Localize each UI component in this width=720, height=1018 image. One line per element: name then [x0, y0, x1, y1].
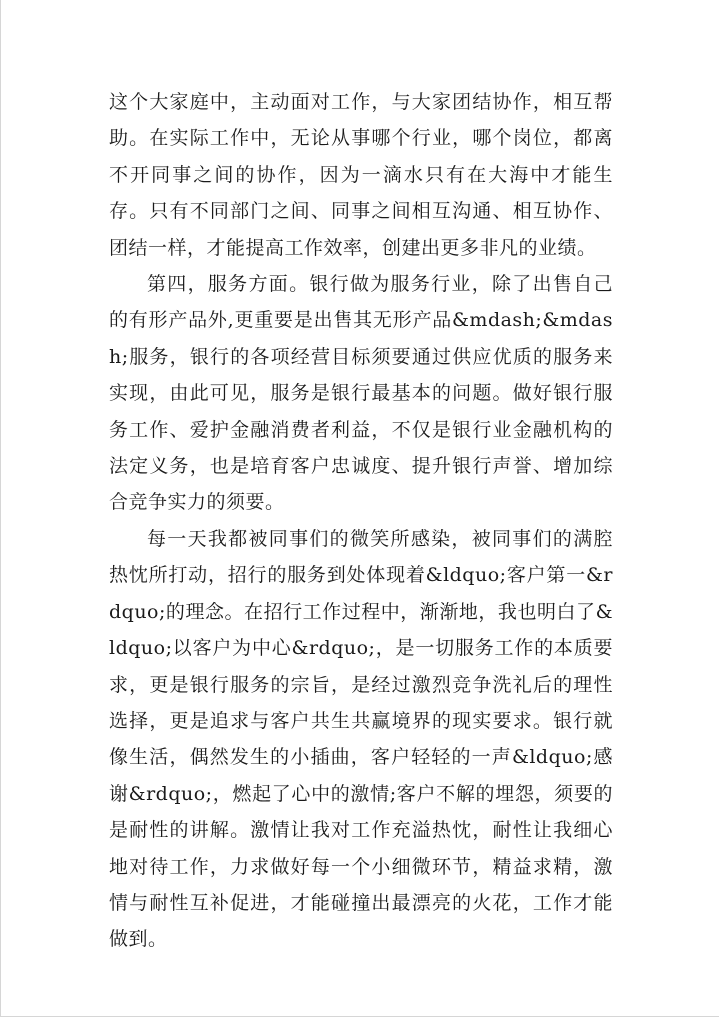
paragraph-customer-first: 每一天我都被同事们的微笑所感染，被同事们的满腔热忱所打动，招行的服务到处体现着&ldquo;客户第一&rdquo;的理念。在招行工作过程中，渐渐地，我也明白了&ldquo;以客户为中心&rdquo;，是一切服务工作的本质要求，更是银行服务的宗旨，是经过激烈竞争洗礼后的理性选择，更是追求与客户共生共赢境界的现实要求。银行就像生活，偶然发生的小插曲，客户轻轻的一声&ldquo;感谢&rdquo;，燃起了心中的激情;客户不解的埋怨，须要的是耐性的讲解。激情让我对工作充溢热忱，耐性让我细心地对待工作，力求做好每一个小细微环节，精益求精，激情与耐性互补促进，才能碰撞出最漂亮的火花，工作才能做到。 — [109, 527, 613, 951]
document-body — [109, 84, 613, 958]
paragraph-teamwork: 这个大家庭中，主动面对工作，与大家团结协作，相互帮助。在实际工作中，无论从事哪个行业，哪个岗位，都离不开同事之间的协作，因为一滴水只有在大海中才能生存。只有不同部门之间、同事之间相互沟通、相互协作、团结一样，才能提高工作效率，创建出更多非凡的业绩。 — [109, 91, 613, 259]
paragraph-service: 第四，服务方面。银行做为服务行业，除了出售自己的有形产品外,更重要是出售其无形产品&mdash;&mdash;服务，银行的各项经营目标须要通过供应优质的服务来实现，由此可见，服务是银行最基本的问题。做好银行服务工作、爱护金融消费者利益，不仅是银行业金融机构的法定义务，也是培育客户忠诚度、提升银行声誉、增加综合竞争实力的须要。 — [109, 273, 613, 514]
